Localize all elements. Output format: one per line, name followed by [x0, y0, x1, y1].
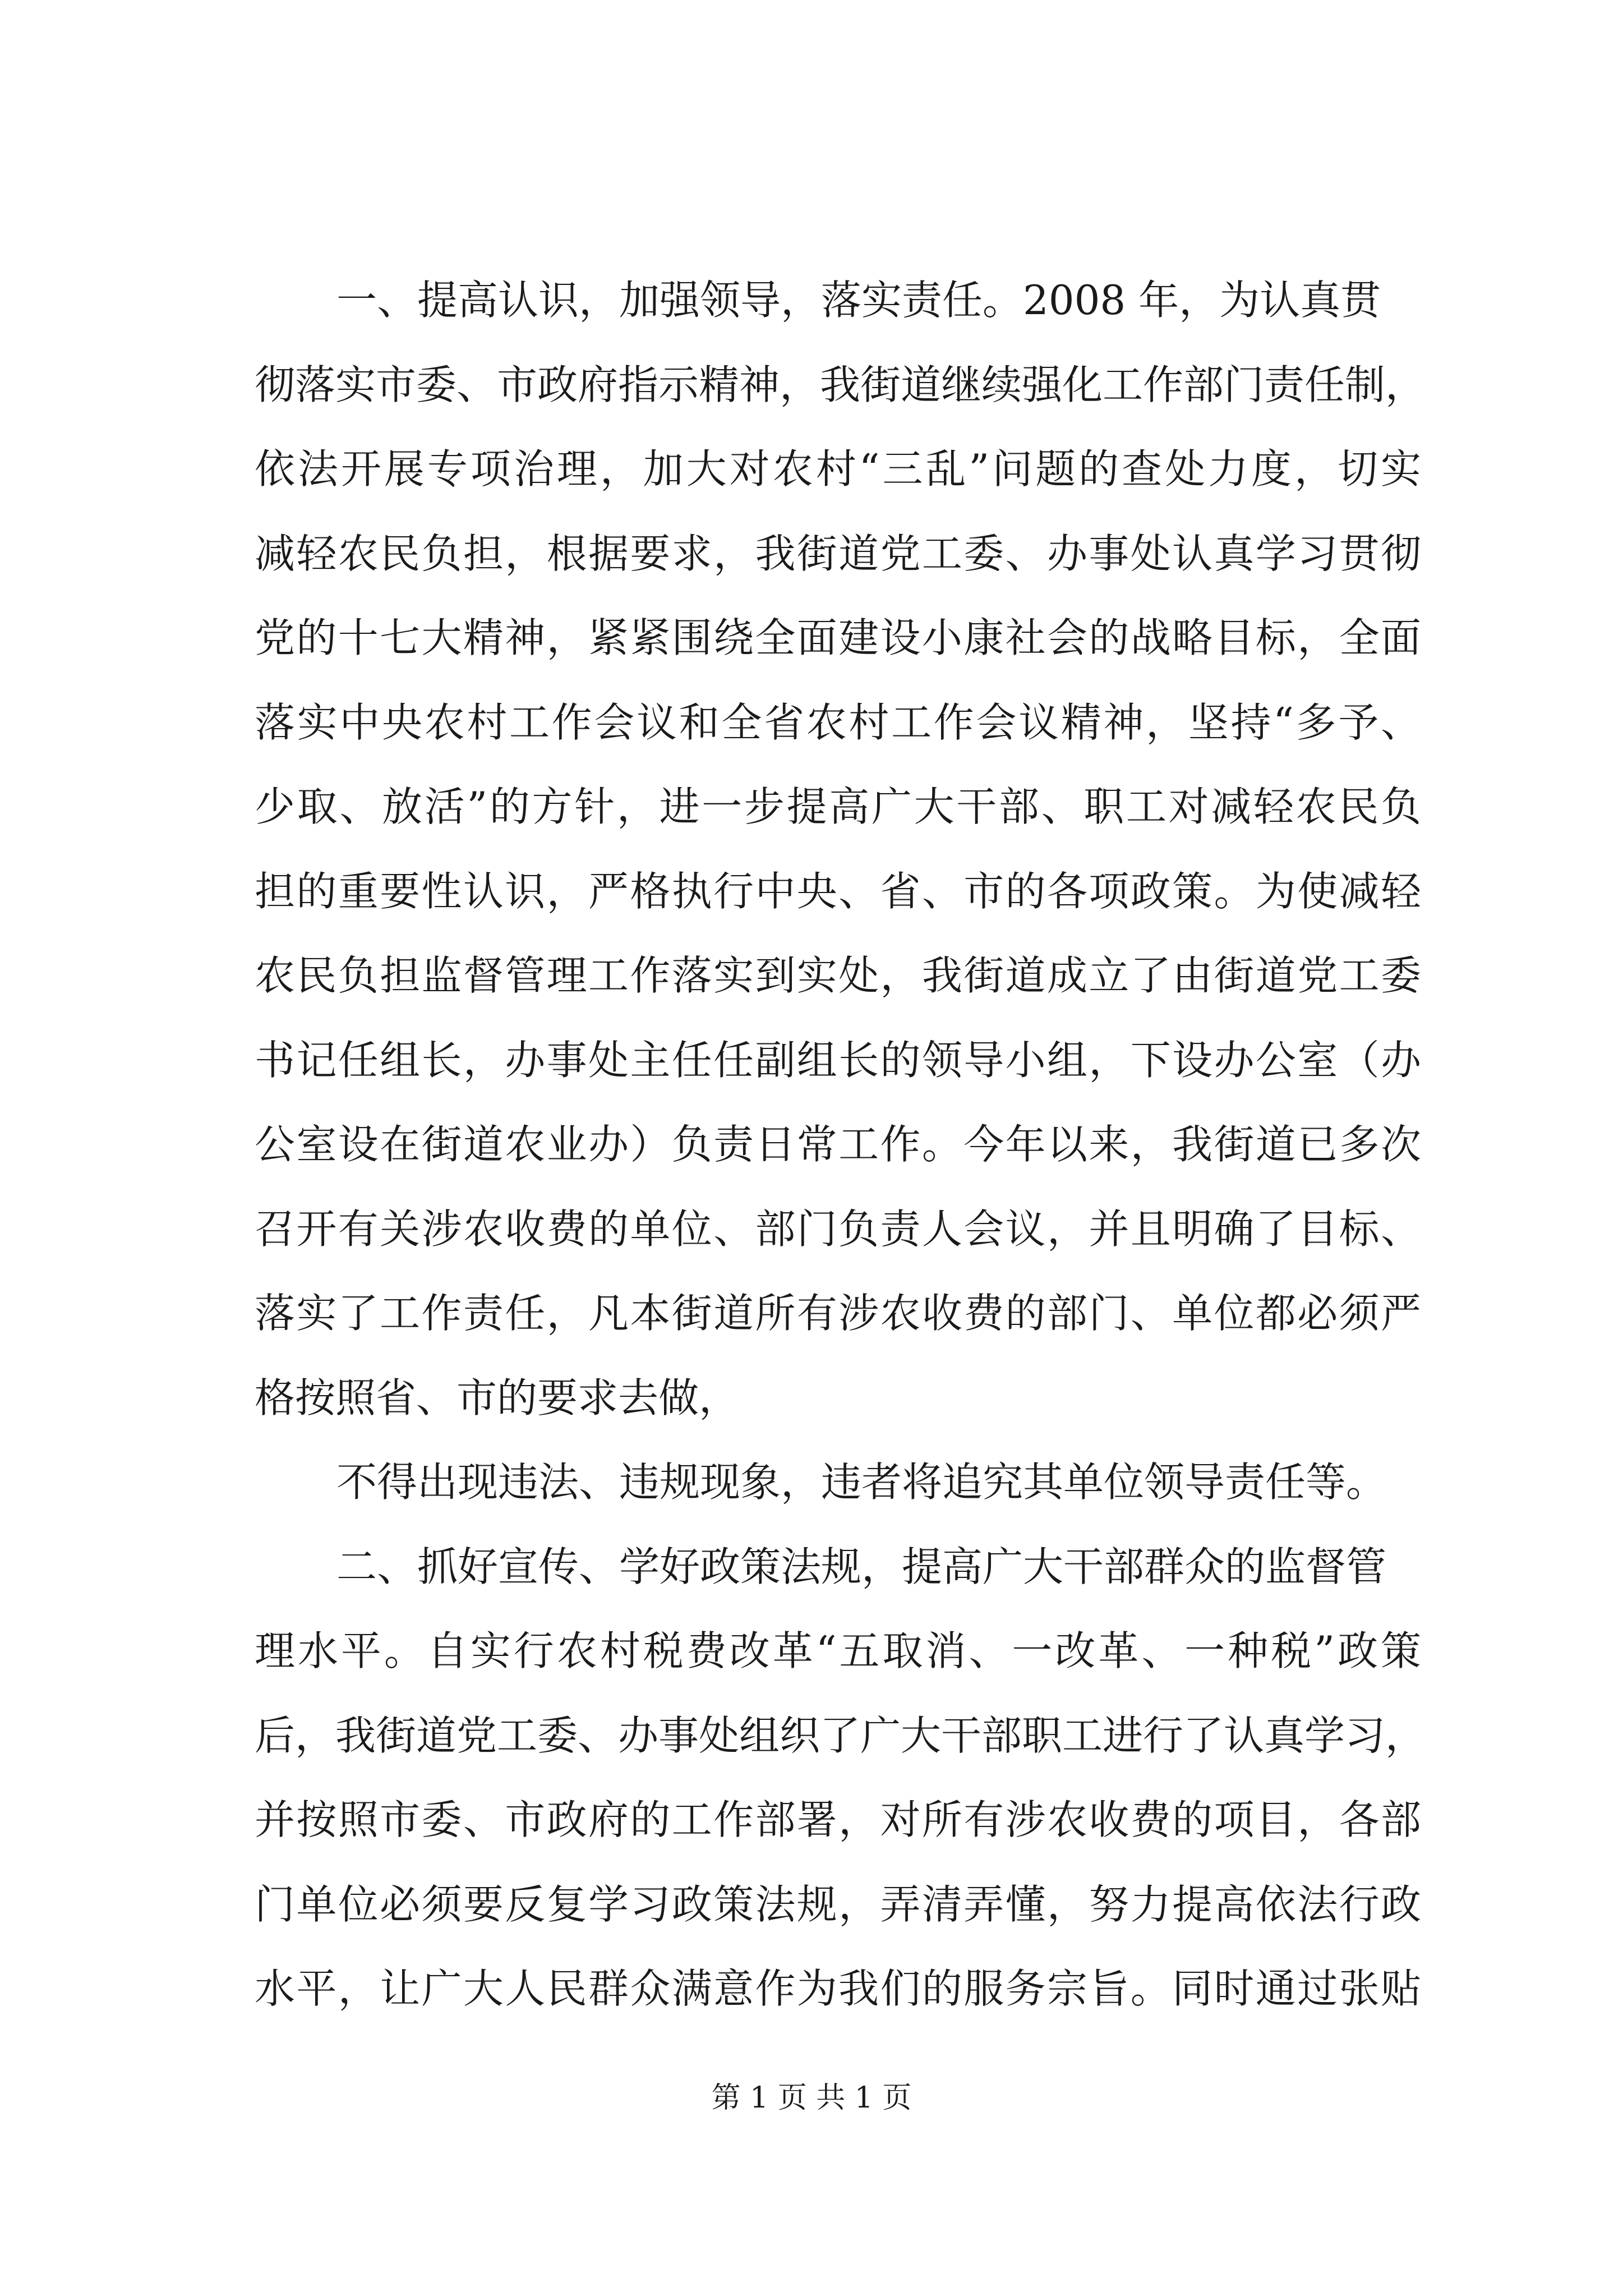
text-line: 少取、放活”的方针，进一步提高广大干部、职工对减轻农民负: [255, 783, 1421, 830]
text-line: 担的重要性认识，严格执行中央、省、市的各项政策。为使减轻: [255, 867, 1421, 915]
page-footer: 第 1 页 共 1 页: [711, 2081, 912, 2115]
text-line: 落实中央农村工作会议和全省农村工作会议精神，坚持“多予、: [255, 698, 1421, 746]
text-line: 党的十七大精神，紧紧围绕全面建设小康社会的战略目标，全面: [255, 614, 1421, 661]
document-body: [255, 258, 1426, 2031]
text-line: 依法开展专项治理，加大对农村“三乱”问题的查处力度，切实: [255, 445, 1421, 493]
text-line: 一、提高认识，加强领导，落实责任。2008 年，为认真贯: [336, 277, 1381, 324]
text-line: 门单位必须要反复学习政策法规，弄清弄懂，努力提高依法行政: [255, 1880, 1421, 1928]
text-line: 后，我街道党工委、办事处组织了广大干部职工进行了认真学习，: [255, 1711, 1426, 1759]
text-line: 二、抓好宣传、学好政策法规，提高广大干部群众的监督管: [336, 1543, 1387, 1590]
text-line: 并按照市委、市政府的工作部署，对所有涉农收费的项目，各部: [255, 1796, 1421, 1843]
text-line: 减轻农民负担，根据要求，我街道党工委、办事处认真学习贯彻: [255, 530, 1421, 577]
text-line: 召开有关涉农收费的单位、部门负责人会议，并且明确了目标、: [255, 1205, 1421, 1253]
text-line: 彻落实市委、市政府指示精神，我街道继续强化工作部门责任制，: [255, 361, 1426, 408]
text-line: 公室设在街道农业办）负责日常工作。今年以来，我街道已多次: [255, 1121, 1421, 1168]
text-line: 落实了工作责任，凡本街道所有涉农收费的部门、单位都必须严: [255, 1290, 1421, 1337]
text-line: 理水平。自实行农村税费改革“五取消、一改革、一种税”政策: [255, 1627, 1421, 1674]
text-line: 书记任组长，办事处主任任副组长的领导小组，下设办公室（办: [255, 1036, 1421, 1084]
text-line: 不得出现违法、违规现象，违者将追究其单位领导责任等。: [336, 1458, 1387, 1506]
text-line: 格按照省、市的要求去做，: [255, 1374, 740, 1421]
text-line: 水平，让广大人民群众满意作为我们的服务宗旨。同时通过张贴: [255, 1965, 1421, 2012]
text-line: 农民负担监督管理工作落实到实处，我街道成立了由街道党工委: [255, 952, 1421, 999]
